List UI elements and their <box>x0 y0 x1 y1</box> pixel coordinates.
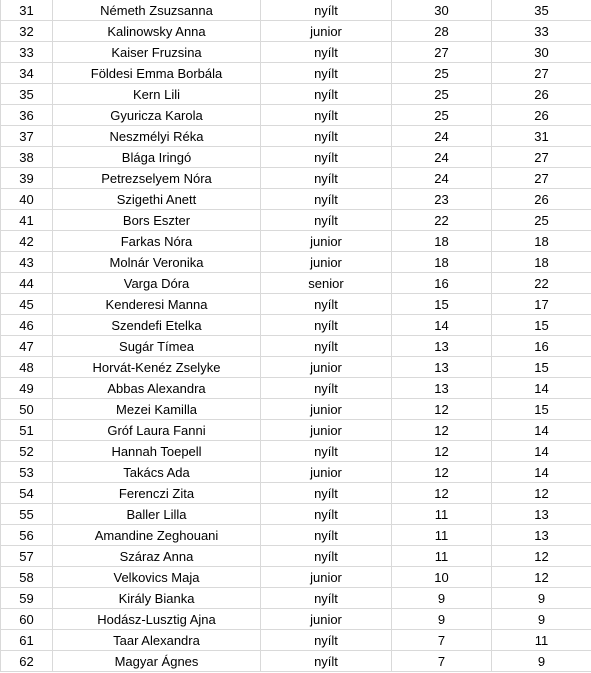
table-row <box>1 273 591 294</box>
score-1-cell[interactable]: 9 <box>392 588 492 609</box>
rank-cell[interactable]: 36 <box>1 105 53 126</box>
score-1-cell[interactable]: 28 <box>392 21 492 42</box>
score-2-cell[interactable]: 26 <box>492 105 591 126</box>
score-2-cell[interactable]: 27 <box>492 63 591 84</box>
table-row <box>1 231 591 252</box>
table-row <box>1 357 591 378</box>
name-cell[interactable]: Kenderesi Manna <box>53 294 261 315</box>
rank-cell[interactable]: 46 <box>1 315 53 336</box>
rank-cell[interactable]: 33 <box>1 42 53 63</box>
score-2-cell[interactable]: 11 <box>492 630 591 651</box>
name-cell[interactable]: Hannah Toepell <box>53 441 261 462</box>
rank-cell[interactable]: 43 <box>1 252 53 273</box>
name-cell[interactable]: Farkas Nóra <box>53 231 261 252</box>
score-2-cell[interactable]: 30 <box>492 42 591 63</box>
category-cell[interactable]: nyílt <box>261 651 392 672</box>
table-row <box>1 651 591 672</box>
score-1-cell[interactable]: 12 <box>392 483 492 504</box>
category-cell[interactable]: nyílt <box>261 546 392 567</box>
name-cell[interactable]: Takács Ada <box>53 462 261 483</box>
score-1-cell[interactable]: 25 <box>392 63 492 84</box>
name-cell[interactable]: Németh Zsuzsanna <box>53 0 261 21</box>
category-cell[interactable]: nyílt <box>261 588 392 609</box>
category-cell[interactable]: junior <box>261 462 392 483</box>
category-cell[interactable]: junior <box>261 567 392 588</box>
rank-cell[interactable]: 56 <box>1 525 53 546</box>
rank-cell[interactable]: 52 <box>1 441 53 462</box>
score-1-cell[interactable]: 12 <box>392 441 492 462</box>
category-cell[interactable]: nyílt <box>261 168 392 189</box>
rank-cell[interactable]: 42 <box>1 231 53 252</box>
score-2-cell[interactable]: 15 <box>492 357 591 378</box>
category-cell[interactable]: nyílt <box>261 378 392 399</box>
score-2-cell[interactable]: 12 <box>492 567 591 588</box>
score-1-cell[interactable]: 25 <box>392 84 492 105</box>
rank-cell[interactable]: 50 <box>1 399 53 420</box>
rank-cell[interactable]: 53 <box>1 462 53 483</box>
score-2-cell[interactable]: 9 <box>492 588 591 609</box>
name-cell[interactable]: Hodász-Lusztig Ajna <box>53 609 261 630</box>
name-cell[interactable]: Baller Lilla <box>53 504 261 525</box>
score-2-cell[interactable]: 12 <box>492 546 591 567</box>
rank-cell[interactable]: 47 <box>1 336 53 357</box>
name-cell[interactable]: Molnár Veronika <box>53 252 261 273</box>
rank-cell[interactable]: 57 <box>1 546 53 567</box>
table-row <box>1 126 591 147</box>
rank-cell[interactable]: 60 <box>1 609 53 630</box>
score-2-cell[interactable]: 13 <box>492 504 591 525</box>
score-2-cell[interactable]: 33 <box>492 21 591 42</box>
category-cell[interactable]: nyílt <box>261 105 392 126</box>
table-row <box>1 609 591 630</box>
table-row <box>1 84 591 105</box>
rank-cell[interactable]: 59 <box>1 588 53 609</box>
table-row <box>1 483 591 504</box>
table-row <box>1 252 591 273</box>
table-row <box>1 21 591 42</box>
score-2-cell[interactable]: 18 <box>492 231 591 252</box>
category-cell[interactable]: junior <box>261 21 392 42</box>
score-2-cell[interactable]: 12 <box>492 483 591 504</box>
score-1-cell[interactable]: 13 <box>392 378 492 399</box>
score-2-cell[interactable]: 15 <box>492 399 591 420</box>
score-2-cell[interactable]: 27 <box>492 147 591 168</box>
name-cell[interactable]: Velkovics Maja <box>53 567 261 588</box>
rank-cell[interactable]: 38 <box>1 147 53 168</box>
table-body <box>1 0 591 672</box>
score-1-cell[interactable]: 13 <box>392 336 492 357</box>
score-1-cell[interactable]: 9 <box>392 609 492 630</box>
rank-cell[interactable]: 58 <box>1 567 53 588</box>
score-2-cell[interactable]: 35 <box>492 0 591 21</box>
score-1-cell[interactable]: 13 <box>392 357 492 378</box>
rank-cell[interactable]: 61 <box>1 630 53 651</box>
rank-cell[interactable]: 41 <box>1 210 53 231</box>
score-1-cell[interactable]: 24 <box>392 147 492 168</box>
name-cell[interactable]: Bors Eszter <box>53 210 261 231</box>
score-2-cell[interactable]: 27 <box>492 168 591 189</box>
rank-cell[interactable]: 40 <box>1 189 53 210</box>
name-cell[interactable]: Taar Alexandra <box>53 630 261 651</box>
score-1-cell[interactable]: 7 <box>392 651 492 672</box>
name-cell[interactable]: Gróf Laura Fanni <box>53 420 261 441</box>
score-1-cell[interactable]: 14 <box>392 315 492 336</box>
score-1-cell[interactable]: 24 <box>392 126 492 147</box>
category-cell[interactable]: junior <box>261 231 392 252</box>
name-cell[interactable]: Magyar Ágnes <box>53 651 261 672</box>
name-cell[interactable]: Amandine Zeghouani <box>53 525 261 546</box>
name-cell[interactable]: Mezei Kamilla <box>53 399 261 420</box>
score-2-cell[interactable]: 26 <box>492 84 591 105</box>
table-row <box>1 210 591 231</box>
table-row <box>1 189 591 210</box>
score-1-cell[interactable]: 12 <box>392 420 492 441</box>
category-cell[interactable]: nyílt <box>261 336 392 357</box>
category-cell[interactable]: nyílt <box>261 483 392 504</box>
score-1-cell[interactable]: 18 <box>392 252 492 273</box>
rank-cell[interactable]: 45 <box>1 294 53 315</box>
rank-cell[interactable]: 32 <box>1 21 53 42</box>
name-cell[interactable]: Horvát-Kenéz Zselyke <box>53 357 261 378</box>
rank-cell[interactable]: 44 <box>1 273 53 294</box>
name-cell[interactable]: Kalinowsky Anna <box>53 21 261 42</box>
table-row <box>1 504 591 525</box>
score-1-cell[interactable]: 12 <box>392 399 492 420</box>
score-1-cell[interactable]: 7 <box>392 630 492 651</box>
name-cell[interactable]: Király Bianka <box>53 588 261 609</box>
table-row <box>1 147 591 168</box>
name-cell[interactable]: Sugár Tímea <box>53 336 261 357</box>
rank-cell[interactable]: 49 <box>1 378 53 399</box>
category-cell[interactable]: nyílt <box>261 210 392 231</box>
name-cell[interactable]: Abbas Alexandra <box>53 378 261 399</box>
table-row <box>1 42 591 63</box>
name-cell[interactable]: Gyuricza Karola <box>53 105 261 126</box>
score-2-cell[interactable]: 18 <box>492 252 591 273</box>
rank-cell[interactable]: 51 <box>1 420 53 441</box>
score-1-cell[interactable]: 10 <box>392 567 492 588</box>
score-1-cell[interactable]: 16 <box>392 273 492 294</box>
rank-cell[interactable]: 62 <box>1 651 53 672</box>
score-2-cell[interactable]: 14 <box>492 462 591 483</box>
rank-cell[interactable]: 37 <box>1 126 53 147</box>
score-1-cell[interactable]: 12 <box>392 462 492 483</box>
table-row <box>1 0 591 21</box>
category-cell[interactable]: nyílt <box>261 189 392 210</box>
category-cell[interactable]: nyílt <box>261 525 392 546</box>
score-1-cell[interactable]: 18 <box>392 231 492 252</box>
table-row <box>1 168 591 189</box>
score-2-cell[interactable]: 13 <box>492 525 591 546</box>
score-1-cell[interactable]: 27 <box>392 42 492 63</box>
score-2-cell[interactable]: 14 <box>492 378 591 399</box>
score-2-cell[interactable]: 17 <box>492 294 591 315</box>
rank-cell[interactable]: 39 <box>1 168 53 189</box>
name-cell[interactable]: Szigethi Anett <box>53 189 261 210</box>
score-1-cell[interactable]: 11 <box>392 525 492 546</box>
name-cell[interactable]: Földesi Emma Borbála <box>53 63 261 84</box>
name-cell[interactable]: Petrezselyem Nóra <box>53 168 261 189</box>
category-cell[interactable]: junior <box>261 420 392 441</box>
table-row <box>1 567 591 588</box>
category-cell[interactable]: junior <box>261 357 392 378</box>
category-cell[interactable]: nyílt <box>261 147 392 168</box>
name-cell[interactable]: Szendefi Etelka <box>53 315 261 336</box>
rank-cell[interactable]: 31 <box>1 0 53 21</box>
name-cell[interactable]: Neszmélyi Réka <box>53 126 261 147</box>
category-cell[interactable]: nyílt <box>261 84 392 105</box>
category-cell[interactable]: nyílt <box>261 441 392 462</box>
table-row <box>1 525 591 546</box>
score-2-cell[interactable]: 22 <box>492 273 591 294</box>
score-2-cell[interactable]: 31 <box>492 126 591 147</box>
score-2-cell[interactable]: 16 <box>492 336 591 357</box>
category-cell[interactable]: nyílt <box>261 504 392 525</box>
score-1-cell[interactable]: 11 <box>392 546 492 567</box>
category-cell[interactable]: nyílt <box>261 63 392 84</box>
score-2-cell[interactable]: 15 <box>492 315 591 336</box>
score-1-cell[interactable]: 15 <box>392 294 492 315</box>
table-row <box>1 105 591 126</box>
category-cell[interactable]: nyílt <box>261 315 392 336</box>
table-row <box>1 63 591 84</box>
category-cell[interactable]: junior <box>261 609 392 630</box>
table-row <box>1 420 591 441</box>
category-cell[interactable]: nyílt <box>261 126 392 147</box>
table-row <box>1 462 591 483</box>
table-row <box>1 546 591 567</box>
score-2-cell[interactable]: 9 <box>492 609 591 630</box>
category-cell[interactable]: nyílt <box>261 42 392 63</box>
table-row <box>1 630 591 651</box>
table-row <box>1 588 591 609</box>
table-row <box>1 336 591 357</box>
score-1-cell[interactable]: 23 <box>392 189 492 210</box>
table-row <box>1 399 591 420</box>
rank-cell[interactable]: 48 <box>1 357 53 378</box>
name-cell[interactable]: Varga Dóra <box>53 273 261 294</box>
score-2-cell[interactable]: 25 <box>492 210 591 231</box>
table-row <box>1 378 591 399</box>
rank-cell[interactable]: 54 <box>1 483 53 504</box>
category-cell[interactable]: nyílt <box>261 0 392 21</box>
score-2-cell[interactable]: 14 <box>492 420 591 441</box>
rank-cell[interactable]: 55 <box>1 504 53 525</box>
score-1-cell[interactable]: 11 <box>392 504 492 525</box>
category-cell[interactable]: senior <box>261 273 392 294</box>
category-cell[interactable]: junior <box>261 399 392 420</box>
score-1-cell[interactable]: 25 <box>392 105 492 126</box>
rank-cell[interactable]: 34 <box>1 63 53 84</box>
score-2-cell[interactable]: 26 <box>492 189 591 210</box>
table-row <box>1 441 591 462</box>
score-1-cell[interactable]: 30 <box>392 0 492 21</box>
table-row <box>1 315 591 336</box>
score-1-cell[interactable]: 24 <box>392 168 492 189</box>
category-cell[interactable]: nyílt <box>261 294 392 315</box>
rank-cell[interactable]: 35 <box>1 84 53 105</box>
name-cell[interactable]: Ferenczi Zita <box>53 483 261 504</box>
table-row <box>1 294 591 315</box>
name-cell[interactable]: Blága Iringó <box>53 147 261 168</box>
name-cell[interactable]: Kern Lili <box>53 84 261 105</box>
name-cell[interactable]: Száraz Anna <box>53 546 261 567</box>
name-cell[interactable]: Kaiser Fruzsina <box>53 42 261 63</box>
score-2-cell[interactable]: 14 <box>492 441 591 462</box>
score-1-cell[interactable]: 22 <box>392 210 492 231</box>
score-2-cell[interactable]: 9 <box>492 651 591 672</box>
category-cell[interactable]: nyílt <box>261 630 392 651</box>
category-cell[interactable]: junior <box>261 252 392 273</box>
